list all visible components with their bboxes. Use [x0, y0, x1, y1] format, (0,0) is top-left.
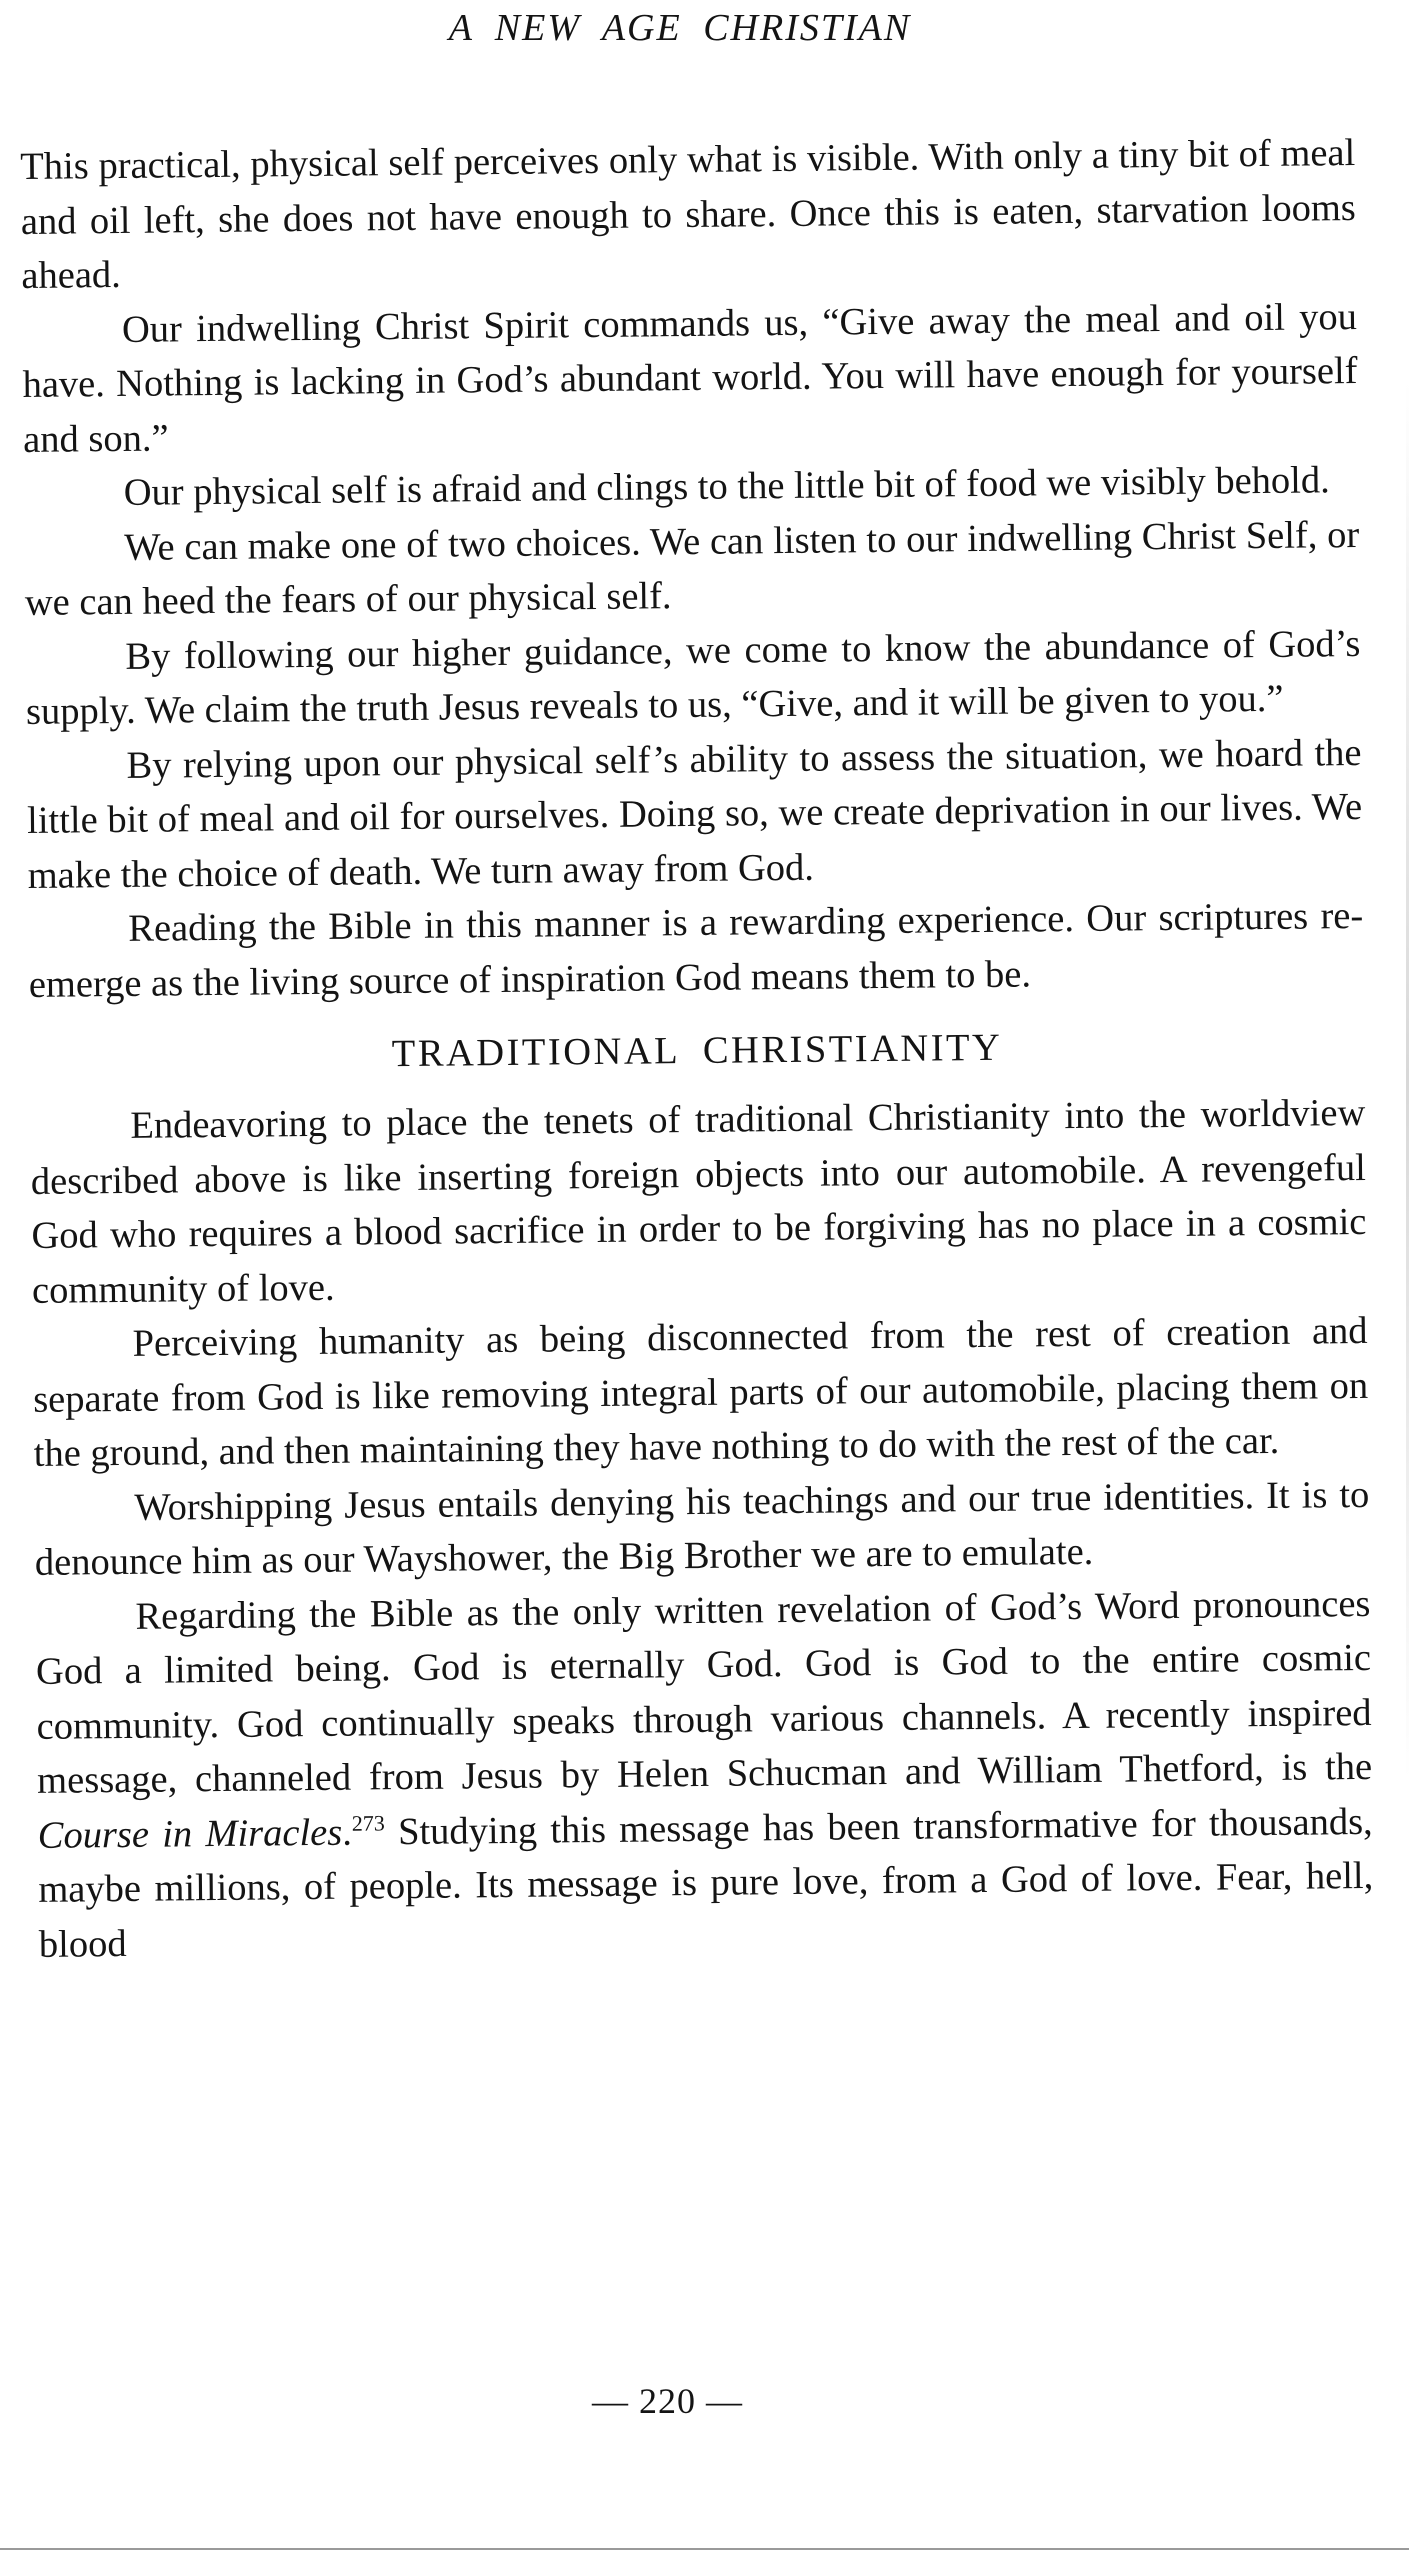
paragraph-text: Studying this message has been transformative for thousands, maybe millions, of people. Its message is pure love, from a God of love. Fear, hell, blood [38, 1800, 1374, 1966]
italic-book-title: Course in Miracles [37, 1811, 343, 1857]
paragraph: Our indwelling Christ Spirit commands us, “Give away the meal and oil you have. Nothing is lacking in God’s abundant world. You will have enough for yourself and son.” [22, 295, 1358, 461]
paragraph: Endeavoring to place the tenets of traditional Christianity into the worldview described above is like inserting foreign objects into our automobile. A revengeful God who requires a blood sacrifice in order to be forgiving has no place in a cosmic community of love. [30, 1091, 1367, 1312]
body-text [20, 126, 1374, 1972]
paragraph-text: Regarding the Bible as the only written revelation of God’s Word pronounces God a limited being. God is eternally God. God is God to the entire cosmic community. God continually speaks through various channels. A recently inspired message, channeled from Jesus by Helen Schucman and William Thetford, is the [35, 1582, 1373, 1802]
footnote-reference: 273 [351, 1809, 385, 1836]
paragraph: By relying upon our physical self’s ability to assess the situation, we hoard the little bit of meal and oil for ourselves. Doing so, we create deprivation in our lives. We make the choice of death. We turn away from God. [26, 731, 1363, 897]
section-heading: TRADITIONAL CHRISTIANITY [391, 1026, 1003, 1076]
paragraph: Our physical self is afraid and clings to the little bit of food we visibly behold. [123, 459, 1330, 514]
running-head: A NEW AGE CHRISTIAN [448, 7, 912, 49]
title-punctuation: . [342, 1811, 353, 1854]
page-number: — 220 — [592, 2381, 743, 2421]
paragraph-with-citation [35, 1576, 1374, 1971]
paragraph: This practical, physical self perceives only what is visible. With only a tiny bit of meal and oil left, she does not have enough to share. Once this is eaten, starvation looms ahead. [20, 132, 1357, 297]
paragraph: Perceiving humanity as being disconnected from the rest of creation and separate from God is like removing integral parts of our automobile, placing them on the ground, and then maintaining they have nothing to do with the rest of the car. [32, 1309, 1369, 1475]
scan-bottom-edge [0, 2548, 1409, 2550]
paragraph: By following our higher guidance, we come to know the abundance of God’s supply. We claim the truth Jesus reveals to us, “Give, and it will be given to you.” [25, 622, 1361, 733]
paragraph: We can make one of two choices. We can listen to our indwelling Christ Self, or we can heed the fears of our physical self. [24, 513, 1360, 624]
paragraph: Worshipping Jesus entails denying his teachings and our true identities. It is to denounce him as our Wayshower, the Big Brother we are to emulate. [34, 1473, 1370, 1584]
paragraph: Reading the Bible in this manner is a rewarding experience. Our scriptures re-emerge as the living source of inspiration God means them to be. [28, 894, 1364, 1006]
